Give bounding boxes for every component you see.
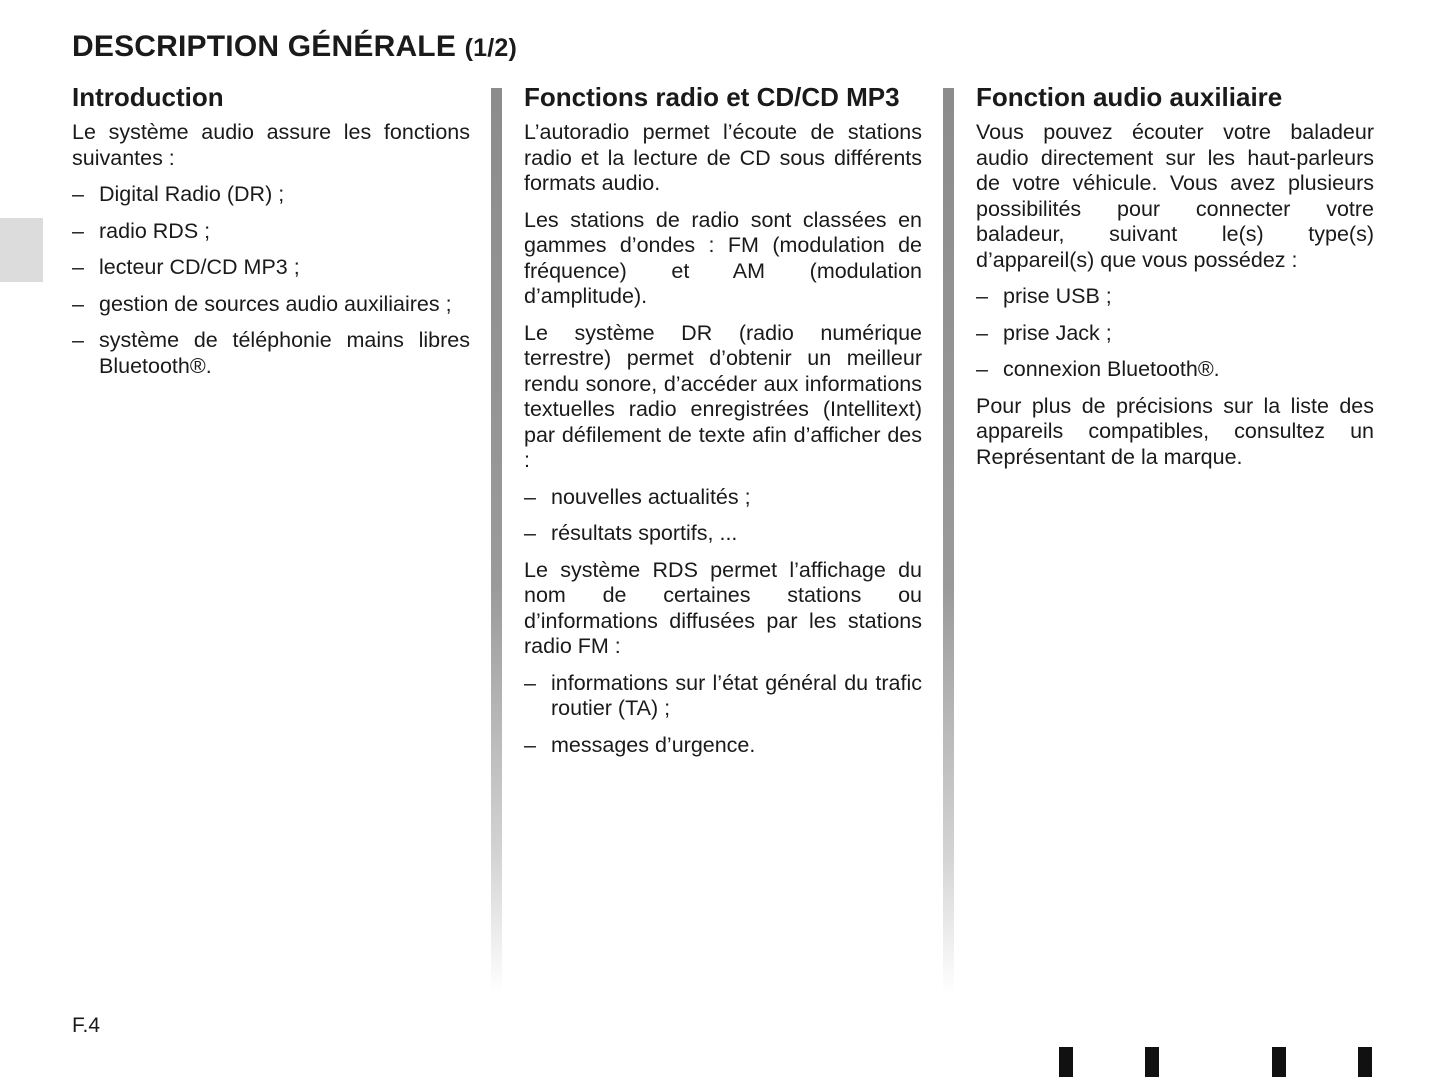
print-crop-mark — [1358, 1047, 1372, 1077]
print-crop-mark — [1059, 1047, 1073, 1077]
bullet-list — [72, 182, 470, 379]
list-item: – lecteur CD/CD MP3 ; — [72, 255, 470, 281]
column-divider — [943, 88, 954, 993]
section-heading: Introduction — [72, 82, 224, 112]
column-introduction — [72, 82, 470, 390]
page-title-part: (1/2) — [464, 34, 517, 62]
paragraph: L’autoradio permet l’écoute de stations radio et la lecture de CD sous différents formats audio. — [524, 120, 922, 195]
section-heading: Fonction audio auxiliaire — [976, 82, 1283, 112]
list-item: – radio RDS ; — [72, 219, 470, 245]
list-item: – prise USB ; — [976, 284, 1374, 310]
section-heading: Fonctions radio et CD/CD MP3 — [524, 82, 900, 112]
list-item: – système de téléphonie mains libres Bluetooth®. — [72, 328, 470, 379]
chapter-tab-marker — [0, 218, 43, 282]
paragraph: Le système audio assure les fonctions suivantes : — [72, 120, 470, 170]
paragraph: Les stations de radio sont classées en gammes d’ondes : FM (modulation de fréquence) et AM (modulation d’amplitude). — [524, 207, 922, 308]
list-item: – résultats sportifs, ... — [524, 521, 922, 547]
column-radio-cd — [524, 82, 922, 769]
paragraph: Le système RDS permet l’affichage du nom de certaines stations ou d’informations diffusées par les stations radio FM : — [524, 557, 922, 658]
bullet-list — [524, 671, 922, 759]
list-item: – messages d’urgence. — [524, 733, 922, 759]
paragraph: Pour plus de précisions sur la liste des appareils compatibles, consultez un Représentant de la marque. — [976, 393, 1374, 469]
column-auxiliary-audio — [976, 82, 1374, 481]
list-item: – gestion de sources audio auxiliaires ; — [72, 292, 470, 318]
list-item: – nouvelles actualités ; — [524, 485, 922, 511]
list-item: – connexion Bluetooth®. — [976, 357, 1374, 383]
list-item: – Digital Radio (DR) ; — [72, 182, 470, 208]
bullet-list — [976, 284, 1374, 383]
list-item: – informations sur l’état général du trafic routier (TA) ; — [524, 671, 922, 722]
print-crop-mark — [1145, 1047, 1159, 1077]
page-number: F.4 — [72, 1014, 101, 1037]
paragraph: Vous pouvez écouter votre baladeur audio directement sur les haut-parleurs de votre véhicule. Vous avez plusieurs possibilités pour connecter votre baladeur, suivant le(s) type(s) d’appareil(s) que vous possédez : — [976, 120, 1374, 272]
list-item: – prise Jack ; — [976, 321, 1374, 347]
paragraph: Le système DR (radio numérique terrestre) permet d’obtenir un meilleur rendu sonore, d’accéder aux informations textuelles radio enregistrées (Intellitext) par défilement de texte afin d’afficher des : — [524, 320, 922, 472]
column-divider — [491, 88, 502, 993]
bullet-list — [524, 485, 922, 547]
page-title-text: DESCRIPTION GÉNÉRALE — [72, 30, 457, 63]
print-crop-mark — [1272, 1047, 1286, 1077]
page-title — [72, 30, 517, 64]
